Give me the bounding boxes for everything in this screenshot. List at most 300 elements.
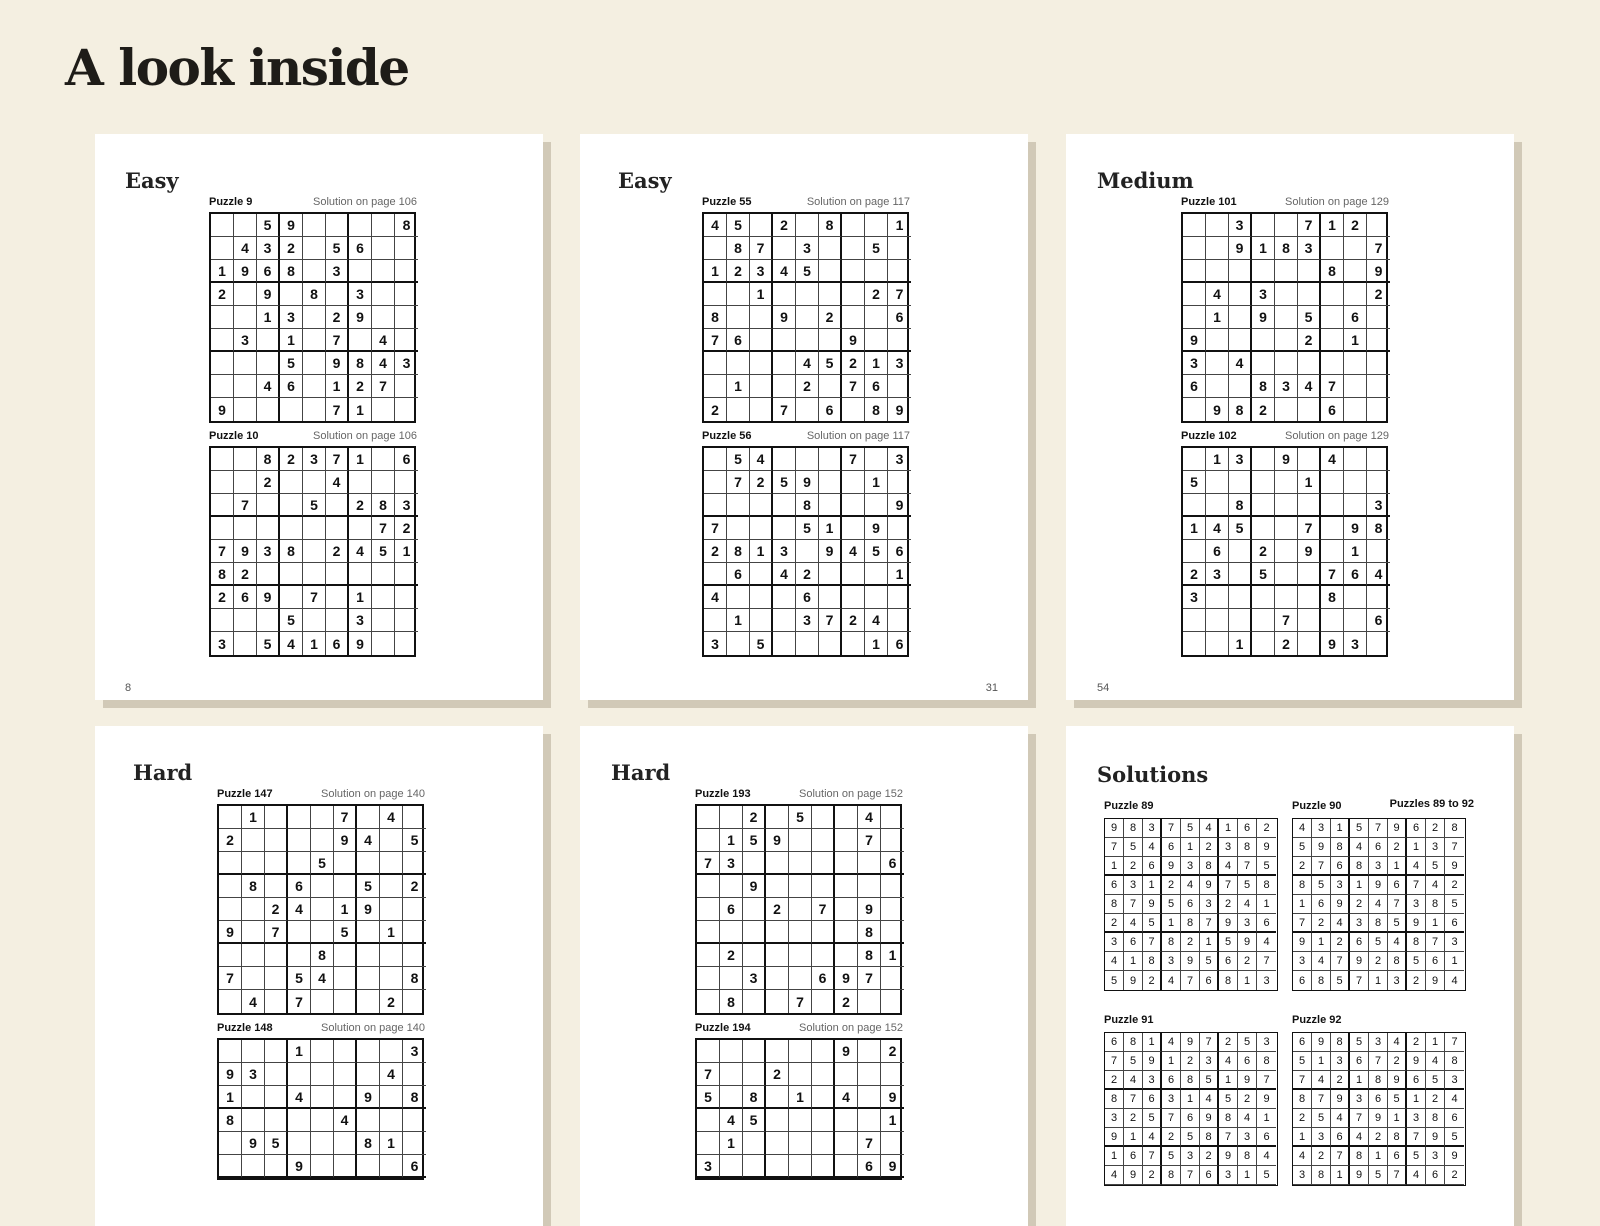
grid-cell: 6 [727, 329, 750, 352]
solution-ref: Solution on page 129 [1285, 196, 1389, 208]
grid-cell: 6 [1238, 819, 1257, 838]
grid-cell: 6 [1426, 952, 1445, 971]
grid-cell [265, 1086, 288, 1109]
grid-cell: 2 [1407, 1033, 1426, 1052]
grid-cell [1183, 609, 1206, 632]
grid-cell: 4 [1229, 352, 1252, 375]
grid-cell: 2 [1388, 838, 1407, 857]
grid-cell [349, 329, 372, 352]
grid-cell: 2 [1124, 857, 1143, 876]
grid-cell: 9 [835, 1040, 858, 1063]
grid-cell [1367, 398, 1390, 421]
grid-cell: 8 [280, 260, 303, 283]
grid-cell [234, 375, 257, 398]
grid-cell [773, 329, 796, 352]
grid-cell: 5 [1181, 1128, 1200, 1147]
grid-cell [1344, 586, 1367, 609]
grid-cell: 7 [1331, 952, 1350, 971]
page-number: 54 [1097, 682, 1110, 694]
grid-cell [395, 375, 418, 398]
grid-cell: 7 [858, 829, 881, 852]
grid-cell: 9 [1200, 1109, 1219, 1128]
grid-cell: 6 [1350, 1052, 1369, 1071]
grid-cell: 7 [1162, 1109, 1181, 1128]
grid-cell: 5 [1162, 1147, 1181, 1166]
grid-cell [242, 921, 265, 944]
grid-cell [1275, 517, 1298, 540]
grid-cell: 8 [1388, 1128, 1407, 1147]
grid-cell: 4 [1445, 1090, 1464, 1109]
grid-cell: 7 [1124, 895, 1143, 914]
puzzle-name: Puzzle 56 [702, 430, 752, 442]
grid-cell [812, 1040, 835, 1063]
grid-cell: 9 [1293, 933, 1312, 952]
sudoku-grid [217, 1038, 424, 1180]
grid-cell [257, 329, 280, 352]
grid-cell: 7 [858, 1132, 881, 1155]
grid-cell: 4 [796, 352, 819, 375]
grid-cell: 4 [1200, 1090, 1219, 1109]
grid-cell [1252, 609, 1275, 632]
grid-cell [1183, 448, 1206, 471]
grid-cell: 8 [372, 494, 395, 517]
grid-cell [865, 563, 888, 586]
grid-cell [789, 967, 812, 990]
puzzle-name: Puzzle 102 [1181, 430, 1237, 442]
grid-cell [1252, 448, 1275, 471]
grid-cell: 2 [796, 375, 819, 398]
grid-cell [380, 967, 403, 990]
grid-cell: 4 [1238, 1109, 1257, 1128]
grid-cell [773, 632, 796, 655]
grid-cell [288, 829, 311, 852]
grid-cell: 2 [1293, 857, 1312, 876]
grid-cell: 2 [1298, 329, 1321, 352]
grid-cell [697, 921, 720, 944]
grid-cell [727, 352, 750, 375]
grid-cell [265, 1109, 288, 1132]
grid-cell: 9 [858, 898, 881, 921]
grid-cell: 4 [326, 471, 349, 494]
grid-cell: 4 [1124, 914, 1143, 933]
grid-cell: 1 [1321, 214, 1344, 237]
grid-cell [211, 329, 234, 352]
grid-cell: 4 [773, 563, 796, 586]
grid-cell [257, 398, 280, 421]
grid-cell: 7 [1445, 838, 1464, 857]
grid-cell [1321, 352, 1344, 375]
grid-cell [1367, 329, 1390, 352]
grid-cell: 8 [1388, 952, 1407, 971]
grid-cell [311, 1086, 334, 1109]
grid-cell: 5 [789, 806, 812, 829]
grid-cell: 6 [1200, 971, 1219, 990]
grid-cell [1367, 214, 1390, 237]
grid-cell: 4 [1181, 876, 1200, 895]
grid-cell: 3 [1162, 952, 1181, 971]
grid-cell [211, 214, 234, 237]
grid-cell: 4 [1293, 1147, 1312, 1166]
grid-cell: 8 [865, 398, 888, 421]
grid-cell: 7 [1321, 563, 1344, 586]
grid-cell [789, 1063, 812, 1086]
grid-cell: 3 [1263, 974, 1270, 987]
grid-cell [1252, 352, 1275, 375]
grid-cell: 2 [1252, 398, 1275, 421]
grid-cell: 6 [1206, 540, 1229, 563]
grid-cell [835, 1109, 858, 1132]
grid-cell: 1 [1293, 1128, 1312, 1147]
grid-cell: 7 [265, 921, 288, 944]
grid-cell [1183, 632, 1206, 655]
grid-cell: 3 [1293, 1166, 1312, 1185]
solutions-range: Puzzles 89 to 92 [1389, 798, 1474, 810]
grid-cell: 8 [1369, 914, 1388, 933]
grid-cell [1298, 448, 1321, 471]
grid-cell: 8 [1181, 1071, 1200, 1090]
grid-cell [1321, 540, 1344, 563]
grid-cell: 1 [1219, 1071, 1238, 1090]
grid-cell: 7 [1312, 1090, 1331, 1109]
grid-cell: 1 [280, 329, 303, 352]
grid-cell: 5 [1124, 838, 1143, 857]
grid-cell: 8 [1200, 857, 1219, 876]
grid-cell [842, 471, 865, 494]
grid-cell [773, 494, 796, 517]
solution-name: Puzzle 90 [1292, 800, 1342, 812]
grid-cell [819, 375, 842, 398]
grid-cell: 7 [288, 990, 311, 1013]
grid-cell [303, 352, 326, 375]
grid-cell: 9 [326, 352, 349, 375]
grid-cell [1183, 283, 1206, 306]
puzzle-name: Puzzle 10 [209, 430, 259, 442]
grid-cell [750, 375, 773, 398]
grid-cell [288, 1063, 311, 1086]
grid-cell [720, 1040, 743, 1063]
book-page-hard-2 [580, 726, 1028, 1226]
grid-cell [234, 306, 257, 329]
grid-cell: 2 [1344, 214, 1367, 237]
grid-cell: 4 [1321, 448, 1344, 471]
grid-cell [858, 990, 881, 1013]
grid-cell [888, 329, 911, 352]
grid-cell [819, 260, 842, 283]
grid-cell [326, 214, 349, 237]
grid-cell [750, 609, 773, 632]
grid-cell: 5 [1257, 1166, 1276, 1185]
grid-cell [403, 806, 426, 829]
grid-cell: 6 [1350, 933, 1369, 952]
grid-cell: 8 [1229, 494, 1252, 517]
grid-cell [1183, 237, 1206, 260]
grid-cell [349, 471, 372, 494]
grid-cell: 7 [1105, 1052, 1124, 1071]
grid-cell: 2 [1426, 819, 1445, 838]
grid-cell: 4 [1143, 838, 1162, 857]
grid-cell: 1 [865, 632, 888, 655]
grid-cell: 5 [280, 609, 303, 632]
grid-cell: 4 [1350, 1128, 1369, 1147]
grid-cell [881, 967, 904, 990]
grid-cell: 1 [395, 540, 418, 563]
grid-cell [704, 563, 727, 586]
grid-cell: 5 [1143, 1109, 1162, 1128]
grid-cell: 1 [211, 260, 234, 283]
grid-cell: 1 [1219, 819, 1238, 838]
grid-cell: 8 [1124, 819, 1143, 838]
grid-cell: 8 [1331, 838, 1350, 857]
grid-cell: 2 [1200, 1147, 1219, 1166]
grid-cell: 7 [704, 329, 727, 352]
grid-cell [334, 1086, 357, 1109]
grid-cell [812, 1155, 835, 1178]
grid-cell: 9 [234, 540, 257, 563]
grid-cell [1183, 260, 1206, 283]
grid-cell [766, 967, 789, 990]
grid-cell: 9 [288, 1155, 311, 1178]
grid-cell: 3 [1312, 1128, 1331, 1147]
grid-cell: 1 [334, 898, 357, 921]
grid-cell [842, 214, 865, 237]
grid-cell: 7 [1350, 1109, 1369, 1128]
grid-cell: 6 [812, 967, 835, 990]
grid-cell [311, 990, 334, 1013]
grid-cell [1229, 306, 1252, 329]
grid-cell: 8 [1229, 398, 1252, 421]
grid-cell [1321, 517, 1344, 540]
grid-cell: 2 [1407, 971, 1426, 990]
grid-cell [743, 852, 766, 875]
grid-cell: 2 [1181, 1052, 1200, 1071]
grid-cell: 5 [1426, 857, 1445, 876]
grid-cell: 2 [1105, 914, 1124, 933]
grid-cell: 8 [819, 214, 842, 237]
grid-cell: 3 [1183, 586, 1206, 609]
grid-cell: 9 [1321, 632, 1344, 655]
grid-cell [219, 898, 242, 921]
grid-cell [789, 1040, 812, 1063]
grid-cell: 9 [357, 898, 380, 921]
grid-cell: 5 [257, 632, 280, 655]
grid-cell: 8 [1350, 857, 1369, 876]
grid-cell: 4 [1298, 375, 1321, 398]
grid-cell [819, 329, 842, 352]
grid-cell: 5 [1369, 933, 1388, 952]
puzzle-name: Puzzle 9 [209, 196, 253, 208]
grid-cell: 5 [1298, 306, 1321, 329]
grid-cell [789, 829, 812, 852]
grid-cell: 5 [257, 214, 280, 237]
grid-cell: 1 [1407, 1090, 1426, 1109]
grid-cell: 9 [1369, 1109, 1388, 1128]
grid-cell [219, 1040, 242, 1063]
grid-cell [1275, 494, 1298, 517]
grid-cell: 3 [1298, 237, 1321, 260]
grid-cell: 8 [1367, 517, 1390, 540]
solution-ref: Solution on page 129 [1285, 430, 1389, 442]
grid-cell [865, 306, 888, 329]
grid-cell [303, 260, 326, 283]
grid-cell [743, 1155, 766, 1178]
grid-cell [766, 852, 789, 875]
grid-cell [311, 1040, 334, 1063]
grid-cell [1298, 632, 1321, 655]
grid-cell: 2 [881, 1040, 904, 1063]
grid-cell: 5 [1293, 1052, 1312, 1071]
grid-cell [773, 237, 796, 260]
grid-cell: 7 [697, 852, 720, 875]
grid-cell: 8 [796, 494, 819, 517]
grid-cell [720, 921, 743, 944]
grid-cell: 6 [395, 448, 418, 471]
grid-cell: 7 [842, 375, 865, 398]
grid-cell: 1 [750, 540, 773, 563]
grid-cell [819, 494, 842, 517]
grid-cell: 2 [1105, 1071, 1124, 1090]
grid-cell: 8 [1369, 1071, 1388, 1090]
grid-cell: 6 [1162, 1071, 1181, 1090]
grid-cell [819, 283, 842, 306]
grid-cell: 9 [1445, 1147, 1464, 1166]
grid-cell [265, 829, 288, 852]
grid-cell: 1 [704, 260, 727, 283]
grid-cell [1252, 260, 1275, 283]
solution-ref: Solution on page 106 [313, 430, 417, 442]
grid-cell [750, 494, 773, 517]
section-title: Solutions [1097, 762, 1209, 787]
grid-cell: 8 [1143, 952, 1162, 971]
grid-cell [1275, 260, 1298, 283]
puzzle-block [695, 1022, 903, 1180]
grid-cell [280, 563, 303, 586]
grid-cell [395, 237, 418, 260]
grid-cell: 2 [349, 494, 372, 517]
grid-cell: 4 [858, 806, 881, 829]
grid-cell: 7 [1200, 1033, 1219, 1052]
grid-cell [865, 329, 888, 352]
grid-cell [1275, 283, 1298, 306]
grid-cell: 5 [372, 540, 395, 563]
grid-cell [1252, 214, 1275, 237]
grid-cell: 1 [219, 1086, 242, 1109]
grid-cell: 1 [1298, 471, 1321, 494]
grid-cell [888, 471, 911, 494]
grid-cell: 4 [1331, 914, 1350, 933]
grid-cell [242, 1040, 265, 1063]
grid-cell: 7 [773, 398, 796, 421]
grid-cell [234, 632, 257, 655]
grid-cell: 2 [211, 586, 234, 609]
grid-cell: 3 [1238, 914, 1257, 933]
grid-cell: 1 [1181, 1090, 1200, 1109]
grid-cell [697, 1040, 720, 1063]
grid-cell: 3 [1445, 1071, 1464, 1090]
grid-cell: 8 [858, 944, 881, 967]
grid-cell [812, 990, 835, 1013]
grid-cell: 9 [1298, 540, 1321, 563]
grid-cell [1344, 494, 1367, 517]
grid-cell [888, 586, 911, 609]
grid-cell: 1 [1252, 237, 1275, 260]
grid-cell: 7 [211, 540, 234, 563]
grid-cell: 3 [1350, 1090, 1369, 1109]
grid-cell: 8 [727, 237, 750, 260]
grid-cell: 3 [1257, 1033, 1276, 1052]
grid-cell: 6 [1219, 952, 1238, 971]
grid-cell: 9 [1200, 876, 1219, 895]
grid-cell: 1 [1206, 306, 1229, 329]
book-page-easy-1 [95, 134, 543, 700]
grid-cell [796, 448, 819, 471]
grid-cell: 7 [1181, 971, 1200, 990]
grid-cell: 5 [303, 494, 326, 517]
grid-cell: 6 [865, 375, 888, 398]
grid-cell [773, 448, 796, 471]
grid-cell [265, 1040, 288, 1063]
grid-cell [697, 1109, 720, 1132]
grid-cell: 5 [1445, 895, 1464, 914]
grid-cell [234, 283, 257, 306]
grid-cell: 8 [1105, 1090, 1124, 1109]
grid-cell: 1 [1388, 1109, 1407, 1128]
grid-cell: 2 [349, 375, 372, 398]
grid-cell: 7 [1312, 857, 1331, 876]
grid-cell: 7 [1257, 952, 1276, 971]
grid-cell [349, 260, 372, 283]
grid-cell: 6 [1369, 1090, 1388, 1109]
grid-cell [1367, 540, 1390, 563]
solution-name: Puzzle 92 [1292, 1014, 1342, 1026]
grid-cell: 6 [1238, 1052, 1257, 1071]
grid-cell [835, 1155, 858, 1178]
grid-cell [357, 1063, 380, 1086]
grid-cell [743, 944, 766, 967]
grid-cell: 3 [1407, 895, 1426, 914]
grid-cell [743, 921, 766, 944]
grid-cell: 4 [1367, 563, 1390, 586]
grid-cell: 1 [819, 517, 842, 540]
grid-cell: 8 [1312, 971, 1331, 990]
grid-cell [242, 967, 265, 990]
grid-cell [1275, 329, 1298, 352]
puzzle-block [702, 196, 910, 423]
grid-cell [697, 1132, 720, 1155]
grid-cell [789, 1109, 812, 1132]
grid-cell: 5 [727, 214, 750, 237]
sudoku-grid [1181, 212, 1388, 423]
grid-cell: 5 [1312, 1109, 1331, 1128]
solution-ref: Solution on page 140 [321, 788, 425, 800]
grid-cell: 2 [1445, 876, 1464, 895]
grid-cell: 9 [1105, 819, 1124, 838]
grid-cell: 9 [819, 540, 842, 563]
grid-cell [211, 609, 234, 632]
grid-cell [727, 517, 750, 540]
grid-cell: 7 [1293, 914, 1312, 933]
grid-cell: 7 [1293, 1071, 1312, 1090]
grid-cell [1344, 237, 1367, 260]
grid-cell: 7 [326, 448, 349, 471]
grid-cell: 8 [1257, 1052, 1276, 1071]
grid-cell [1229, 586, 1252, 609]
grid-cell: 6 [1143, 1090, 1162, 1109]
grid-cell: 9 [280, 214, 303, 237]
grid-cell: 1 [1293, 895, 1312, 914]
grid-cell: 7 [1275, 609, 1298, 632]
grid-cell: 5 [697, 1086, 720, 1109]
grid-cell: 1 [1369, 1147, 1388, 1166]
